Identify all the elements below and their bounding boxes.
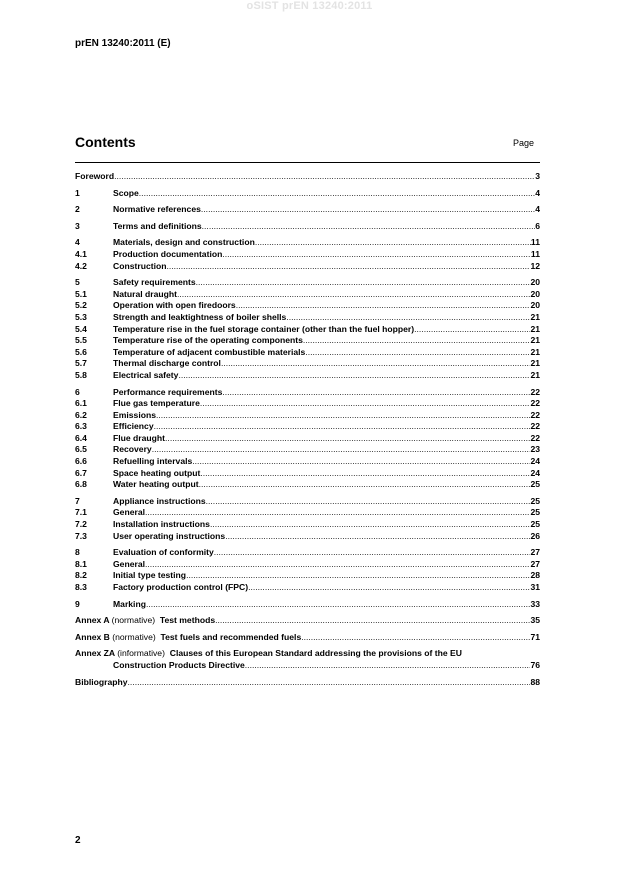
toc-page: 21 xyxy=(530,346,540,357)
toc-entry-5-4[interactable] xyxy=(75,324,540,336)
toc-title: Normative references xyxy=(113,204,201,215)
toc-number: 6 xyxy=(75,386,80,397)
toc-number: 5.4 xyxy=(75,323,87,334)
toc-page: 22 xyxy=(530,409,540,420)
toc-entry-8-1[interactable] xyxy=(75,559,540,571)
toc-title: Test methods xyxy=(159,615,216,626)
annex-label: Annex B xyxy=(75,631,110,642)
toc-title: Appliance instructions xyxy=(113,495,206,506)
toc-title: Strength and leaktightness of boiler shells xyxy=(113,311,287,322)
toc-page: 27 xyxy=(530,547,540,558)
toc-page: 20 xyxy=(530,277,540,288)
toc-entry-9[interactable] xyxy=(75,599,540,611)
toc-page: 24 xyxy=(530,456,540,467)
toc-page: 21 xyxy=(530,358,540,369)
toc-title: Evaluation of conformity xyxy=(113,547,214,558)
toc-number: 6.1 xyxy=(75,398,87,409)
toc-page: 22 xyxy=(530,421,540,432)
toc-title: Flue draught xyxy=(113,432,166,443)
toc-number: 6.8 xyxy=(75,479,87,490)
toc-entry-5-2[interactable] xyxy=(75,300,540,312)
toc-entry-3[interactable] xyxy=(75,221,540,233)
toc-page: 22 xyxy=(530,432,540,443)
toc-page: 25 xyxy=(530,507,540,518)
toc-page: 20 xyxy=(530,300,540,311)
toc-page: 25 xyxy=(530,519,540,530)
annex-label: Annex ZA xyxy=(75,648,115,659)
annex-label: Annex A xyxy=(75,615,110,626)
toc-title: Foreword xyxy=(75,171,115,181)
toc-page: 21 xyxy=(530,335,540,346)
toc-number: 5.3 xyxy=(75,311,87,322)
toc-number: 6.2 xyxy=(75,409,87,420)
toc-title: Scope xyxy=(113,187,139,198)
toc-number: 2 xyxy=(75,204,80,215)
toc-title: User operating instructions xyxy=(113,530,226,541)
toc-page: 88 xyxy=(530,676,540,687)
toc-page: 33 xyxy=(530,598,540,609)
toc-number: 5.2 xyxy=(75,300,87,311)
toc-title: Emissions xyxy=(113,409,156,420)
toc-page: 21 xyxy=(530,369,540,380)
toc-entry-6-3[interactable] xyxy=(75,421,540,433)
annex-kind: (informative) xyxy=(117,648,165,659)
toc-title: Materials, design and construction xyxy=(113,237,255,248)
toc-page: 20 xyxy=(530,288,540,299)
page-column-label: Page xyxy=(513,138,535,148)
toc-page: 35 xyxy=(530,615,540,626)
toc-entry-4-1[interactable] xyxy=(75,249,540,261)
toc-title: Flue gas temperature xyxy=(113,398,200,409)
toc-entry-foreword[interactable] xyxy=(75,171,540,183)
toc-entry-annex-za[interactable] xyxy=(75,648,540,660)
toc-page: 31 xyxy=(530,582,540,592)
contents-heading: Contents xyxy=(75,134,136,150)
toc-number: 4 xyxy=(75,237,80,248)
toc-page: 27 xyxy=(530,558,540,569)
toc-number: 8.1 xyxy=(75,558,87,569)
toc-number: 8.3 xyxy=(75,582,87,592)
toc-number: 4.1 xyxy=(75,248,87,259)
toc-title: Marking xyxy=(113,598,146,609)
toc-entry-6-1[interactable] xyxy=(75,398,540,410)
toc-entry-4-2[interactable] xyxy=(75,261,540,273)
toc-page: 22 xyxy=(530,398,540,409)
toc-number: 5.5 xyxy=(75,335,87,346)
toc-entry-6-2[interactable] xyxy=(75,410,540,422)
toc-entry-5-3[interactable] xyxy=(75,312,540,324)
toc-entry-7-2[interactable] xyxy=(75,519,540,531)
toc-title: Clauses of this European Standard addressing the provisions of the EU xyxy=(169,648,462,659)
toc-number: 5.8 xyxy=(75,369,87,380)
toc-page: 11 xyxy=(530,237,540,248)
toc-title: Refuelling intervals xyxy=(113,456,193,467)
toc-number: 6.5 xyxy=(75,444,87,455)
toc-number: 6.6 xyxy=(75,456,87,467)
toc-page: 22 xyxy=(530,386,540,397)
annex-kind: (normative) xyxy=(111,615,156,626)
toc-number: 9 xyxy=(75,598,80,609)
toc-title: Bibliography xyxy=(75,676,128,687)
toc-number: 6.4 xyxy=(75,432,87,443)
toc-title: General xyxy=(113,558,146,569)
toc-title: Efficiency xyxy=(113,421,154,432)
toc-page: 25 xyxy=(530,495,540,506)
toc-page: 26 xyxy=(530,530,540,541)
toc-entry-4[interactable] xyxy=(75,237,540,249)
toc-title-continued: Construction Products Directive xyxy=(113,659,245,670)
toc-number: 7.2 xyxy=(75,519,87,530)
toc-entry-5-7[interactable] xyxy=(75,358,540,370)
toc-title: Test fuels and recommended fuels xyxy=(160,631,302,642)
toc-number: 6.3 xyxy=(75,421,87,432)
toc-page: 6 xyxy=(535,220,540,231)
toc-entry-8-2[interactable] xyxy=(75,570,540,582)
toc-title: Production documentation xyxy=(113,248,223,259)
toc-number: 1 xyxy=(75,187,80,198)
toc-title: Natural draught xyxy=(113,288,177,299)
toc-page: 21 xyxy=(530,323,540,334)
toc-entry-6[interactable] xyxy=(75,387,540,399)
toc-title: Electrical safety xyxy=(113,369,179,380)
annex-kind: (normative) xyxy=(112,631,156,642)
toc-page: 24 xyxy=(530,467,540,478)
toc-entry-annex-a[interactable] xyxy=(75,615,540,627)
document-identifier: prEN 13240:2011 (E) xyxy=(75,38,171,49)
heading-rule xyxy=(75,162,540,163)
toc-title: Operation with open firedoors xyxy=(113,300,236,311)
toc-page: 11 xyxy=(530,248,540,259)
toc-entry-5[interactable] xyxy=(75,277,540,289)
toc-entry-6-6[interactable] xyxy=(75,456,540,468)
watermark: oSIST prEN 13240:2011 xyxy=(246,0,373,12)
toc-number: 3 xyxy=(75,220,80,231)
toc-title: Construction xyxy=(113,260,167,271)
toc-number: 5 xyxy=(75,277,80,288)
toc-entry-8[interactable] xyxy=(75,547,540,559)
toc-number: 7.1 xyxy=(75,507,87,518)
page-number: 2 xyxy=(75,835,81,846)
toc-entry-5-6[interactable] xyxy=(75,347,540,359)
toc-page: 4 xyxy=(535,187,540,198)
toc-title: General xyxy=(113,507,146,518)
toc-page: 76 xyxy=(530,659,540,670)
toc-entry-6-4[interactable] xyxy=(75,433,540,445)
toc-title: Initial type testing xyxy=(113,570,187,581)
toc-entry-5-1[interactable] xyxy=(75,289,540,301)
toc-entry-6-5[interactable] xyxy=(75,444,540,456)
toc-page: 3 xyxy=(535,171,540,181)
toc-entry-6-7[interactable] xyxy=(75,468,540,480)
toc-page: 28 xyxy=(530,570,540,581)
toc-page: 25 xyxy=(530,479,540,490)
toc-entry-2[interactable] xyxy=(75,204,540,216)
toc-number: 6.7 xyxy=(75,467,87,478)
toc-number: 5.7 xyxy=(75,358,87,369)
toc-entry-7-3[interactable] xyxy=(75,531,540,543)
toc-title: Temperature rise of the operating components xyxy=(113,335,303,346)
toc-entry-1[interactable] xyxy=(75,188,540,200)
toc-entry-6-8[interactable] xyxy=(75,479,540,491)
toc-title: Recovery xyxy=(113,444,152,455)
toc-entry-8-3[interactable] xyxy=(75,582,540,594)
toc-title: Installation instructions xyxy=(113,519,210,530)
toc-page: 23 xyxy=(530,444,540,455)
toc-entry-7-1[interactable] xyxy=(75,507,540,519)
toc-entry-bibliography[interactable] xyxy=(75,677,540,689)
toc-entry-annex-za-continued[interactable] xyxy=(75,660,540,672)
toc-title: Temperature of adjacent combustible materials xyxy=(113,346,306,357)
toc-entry-annex-b[interactable] xyxy=(75,632,540,644)
toc-title: Temperature rise in the fuel storage container (other than the fuel hopper) xyxy=(113,323,415,334)
toc-number: 5.1 xyxy=(75,288,87,299)
table-of-contents xyxy=(75,171,540,688)
toc-title: Water heating output xyxy=(113,479,199,490)
toc-title: Safety requirements xyxy=(113,277,196,288)
toc-page: 4 xyxy=(535,204,540,215)
toc-title: Terms and definitions xyxy=(113,220,202,231)
toc-number: 4.2 xyxy=(75,260,87,271)
toc-number: 7.3 xyxy=(75,530,87,541)
toc-number: 5.6 xyxy=(75,346,87,357)
toc-entry-5-8[interactable] xyxy=(75,370,540,382)
toc-number: 8.2 xyxy=(75,570,87,581)
toc-number: 7 xyxy=(75,495,80,506)
toc-entry-7[interactable] xyxy=(75,496,540,508)
toc-number: 8 xyxy=(75,547,80,558)
toc-page: 71 xyxy=(530,631,540,642)
toc-title: Thermal discharge control xyxy=(113,358,221,369)
toc-page: 12 xyxy=(530,260,540,271)
toc-title: Factory production control (FPC) xyxy=(113,582,249,592)
toc-page: 21 xyxy=(530,311,540,322)
toc-title: Space heating output xyxy=(113,467,201,478)
toc-entry-5-5[interactable] xyxy=(75,335,540,347)
toc-title: Performance requirements xyxy=(113,386,223,397)
